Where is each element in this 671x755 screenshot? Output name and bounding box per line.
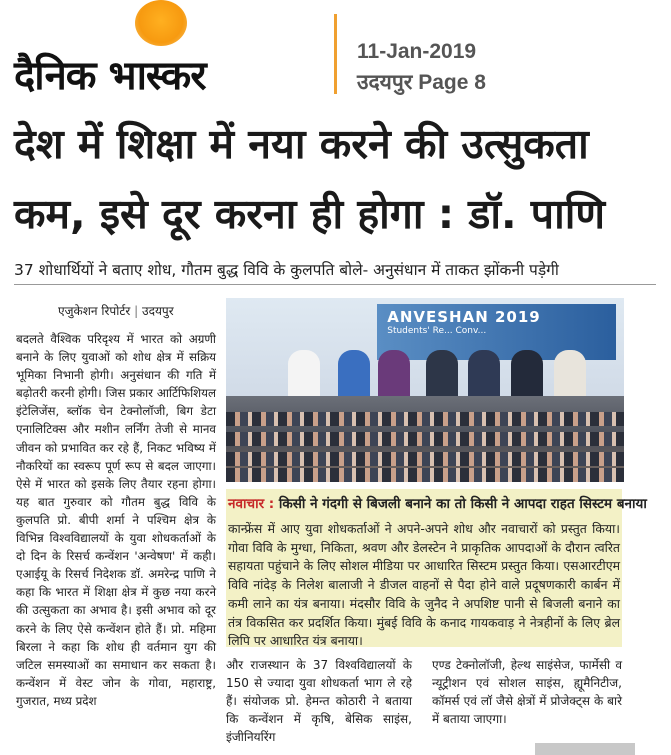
byline-separator: | (134, 304, 139, 318)
innovation-heading-text: किसी ने गंदगी से बिजली बनाने का तो किसी ने आपदा राहत सिस्टम बनाया (274, 496, 647, 512)
event-photo-audience (226, 396, 624, 482)
article-left-column (16, 330, 216, 710)
newspaper-logo: दैनिक भास्कर (14, 53, 206, 99)
article-text: बदलते वैश्विक परिदृश्य में भारत को अग्रणी बनाने के लिए युवाओं को शोध क्षेत्र में सक्रिय भूमिका निभानी होगी। अनुसंधान की गति में बढ़ोतरी करनी होगी। जिस प्रकार आर्टिफिशियल इंटेलिजेंस, ब्लॉक चेन टेक्नोलॉजी, बिग डेटा एनालिटिक्स और मशीन लर्निंग तेजी से मानव जीवन को प्रभावित कर रहे हैं, निकट भविष्य में नौकरियों का स्वरूप पूर्ण रूप से बदल जाएगा। ऐसे में भारत को इसके लिए तैयार रहना होगा। यह बात गुरुवार को गौतम बुद्ध विवि के कुलपति प्रो. बीपी शर्मा ने पश्चिम क्षेत्र के विभिन्न विश्वविद्यालयों के युवा शोधकर्ताओं के दो दिन के रिसर्च कन्वेंशन 'अन्वेषण' में कही। एआईयू के रिसर्च निदेशक डॉ. अमरेन्द्र पाणि ने कहा कि भारत में शिक्षा क्षेत्र में कुछ नया करने की उत्सुकता का अभाव है। इसी अभाव को दूर करने के लिए ऐसे कन्वेंशन होते हैं। प्रो. महिमा बिरला ने कहा कि शोध ही वर्तमान युग की जटिल समस्याओं का समाधान कर सकता है। कन्वेंशन में वेस्ट जोन के गोवा, महाराष्ट्र, गुजरात, मध्य प्रदेश (16, 332, 216, 708)
audience-row (226, 468, 624, 482)
subheadline: 37 शोधार्थियों ने बताए शोध, गौतम बुद्ध विवि के कुलपति बोले- अनुसंधान में ताकत झोंकनी पड़ेगी (14, 261, 559, 279)
logo-sun-icon (135, 0, 187, 46)
edition-page: उदयपुर Page 8 (357, 71, 486, 94)
event-banner-sub: Students' Re... Conv... (387, 326, 487, 336)
headline-line-1: देश में शिक्षा में नया करने की उत्सुकता (14, 120, 589, 168)
byline (58, 302, 174, 319)
event-banner (377, 304, 616, 360)
header-divider (334, 14, 337, 94)
divider (14, 284, 656, 285)
page-corner-graphic (535, 743, 635, 755)
byline-city: उदयपुर (142, 304, 174, 318)
byline-reporter: एजुकेशन रिपोर्टर (58, 304, 131, 318)
edition-date: 11-Jan-2019 (357, 40, 477, 63)
headline-line-2: कम, इसे दूर करना ही होगा : डॉ. पाणि (14, 190, 605, 238)
event-banner-title: ANVESHAN 2019 (387, 308, 541, 326)
audience-row (226, 452, 624, 466)
bottom-column-2: एण्ड टेक्नोलॉजी, हेल्थ साइंसेज, फार्मेसी व न्यूट्रीशन एवं सोशल साइंस, ह्यूमैनिटीज, कॉमर्स एवं लॉ जैसे क्षेत्रों में प्रोजेक्ट्स के बारे में बताया जाएगा। (432, 658, 622, 726)
audience-row (226, 432, 624, 446)
bottom-column-1: और राजस्थान के 37 विश्वविद्यालयों के 150 से ज्यादा युवा शोधकर्ता भाग ले रहे हैं। संयोजक प्रो. हेमन्त कोठारी ने बताया कि कन्वेंशन में कृषि, बेसिक साइंस, इंजीनियरिंग (226, 658, 412, 744)
audience-row (226, 412, 624, 426)
innovation-label: नवाचार : (228, 496, 275, 512)
innovation-box-heading (228, 494, 647, 512)
innovation-box-text: कान्फ्रेंस में आए युवा शोधकर्ताओं ने अपने-अपने शोध और नवाचारों को प्रस्तुत किया। गोवा विवि के मुग्धा, निकिता, श्रवण और डेलस्टेन ने प्राकृतिक आपदाओं के दौरान त्वरित सहायता पहुंचाने के लिए सोशल मीडिया पर आधारित सिस्टम प्रस्तुत किया। एसआरटीएम विवि नांदेड़ के निलेश बालाजी ने डीजल वाहनों से पैदा होने वाले प्रदूषणकारी कार्बन में कमी लाने का यंत्र बनाया। मंदसौर विवि के जुनैद ने अपशिष्ट पानी से बिजली बनाने का तंत्र विकसित कर प्रदर्शित किया। मुंबई विवि के कनाद गायकवाड़ ने नेत्रहीनों के लिए ब्रेल लिपि पर आधारित यंत्र बनाया। (228, 521, 620, 649)
